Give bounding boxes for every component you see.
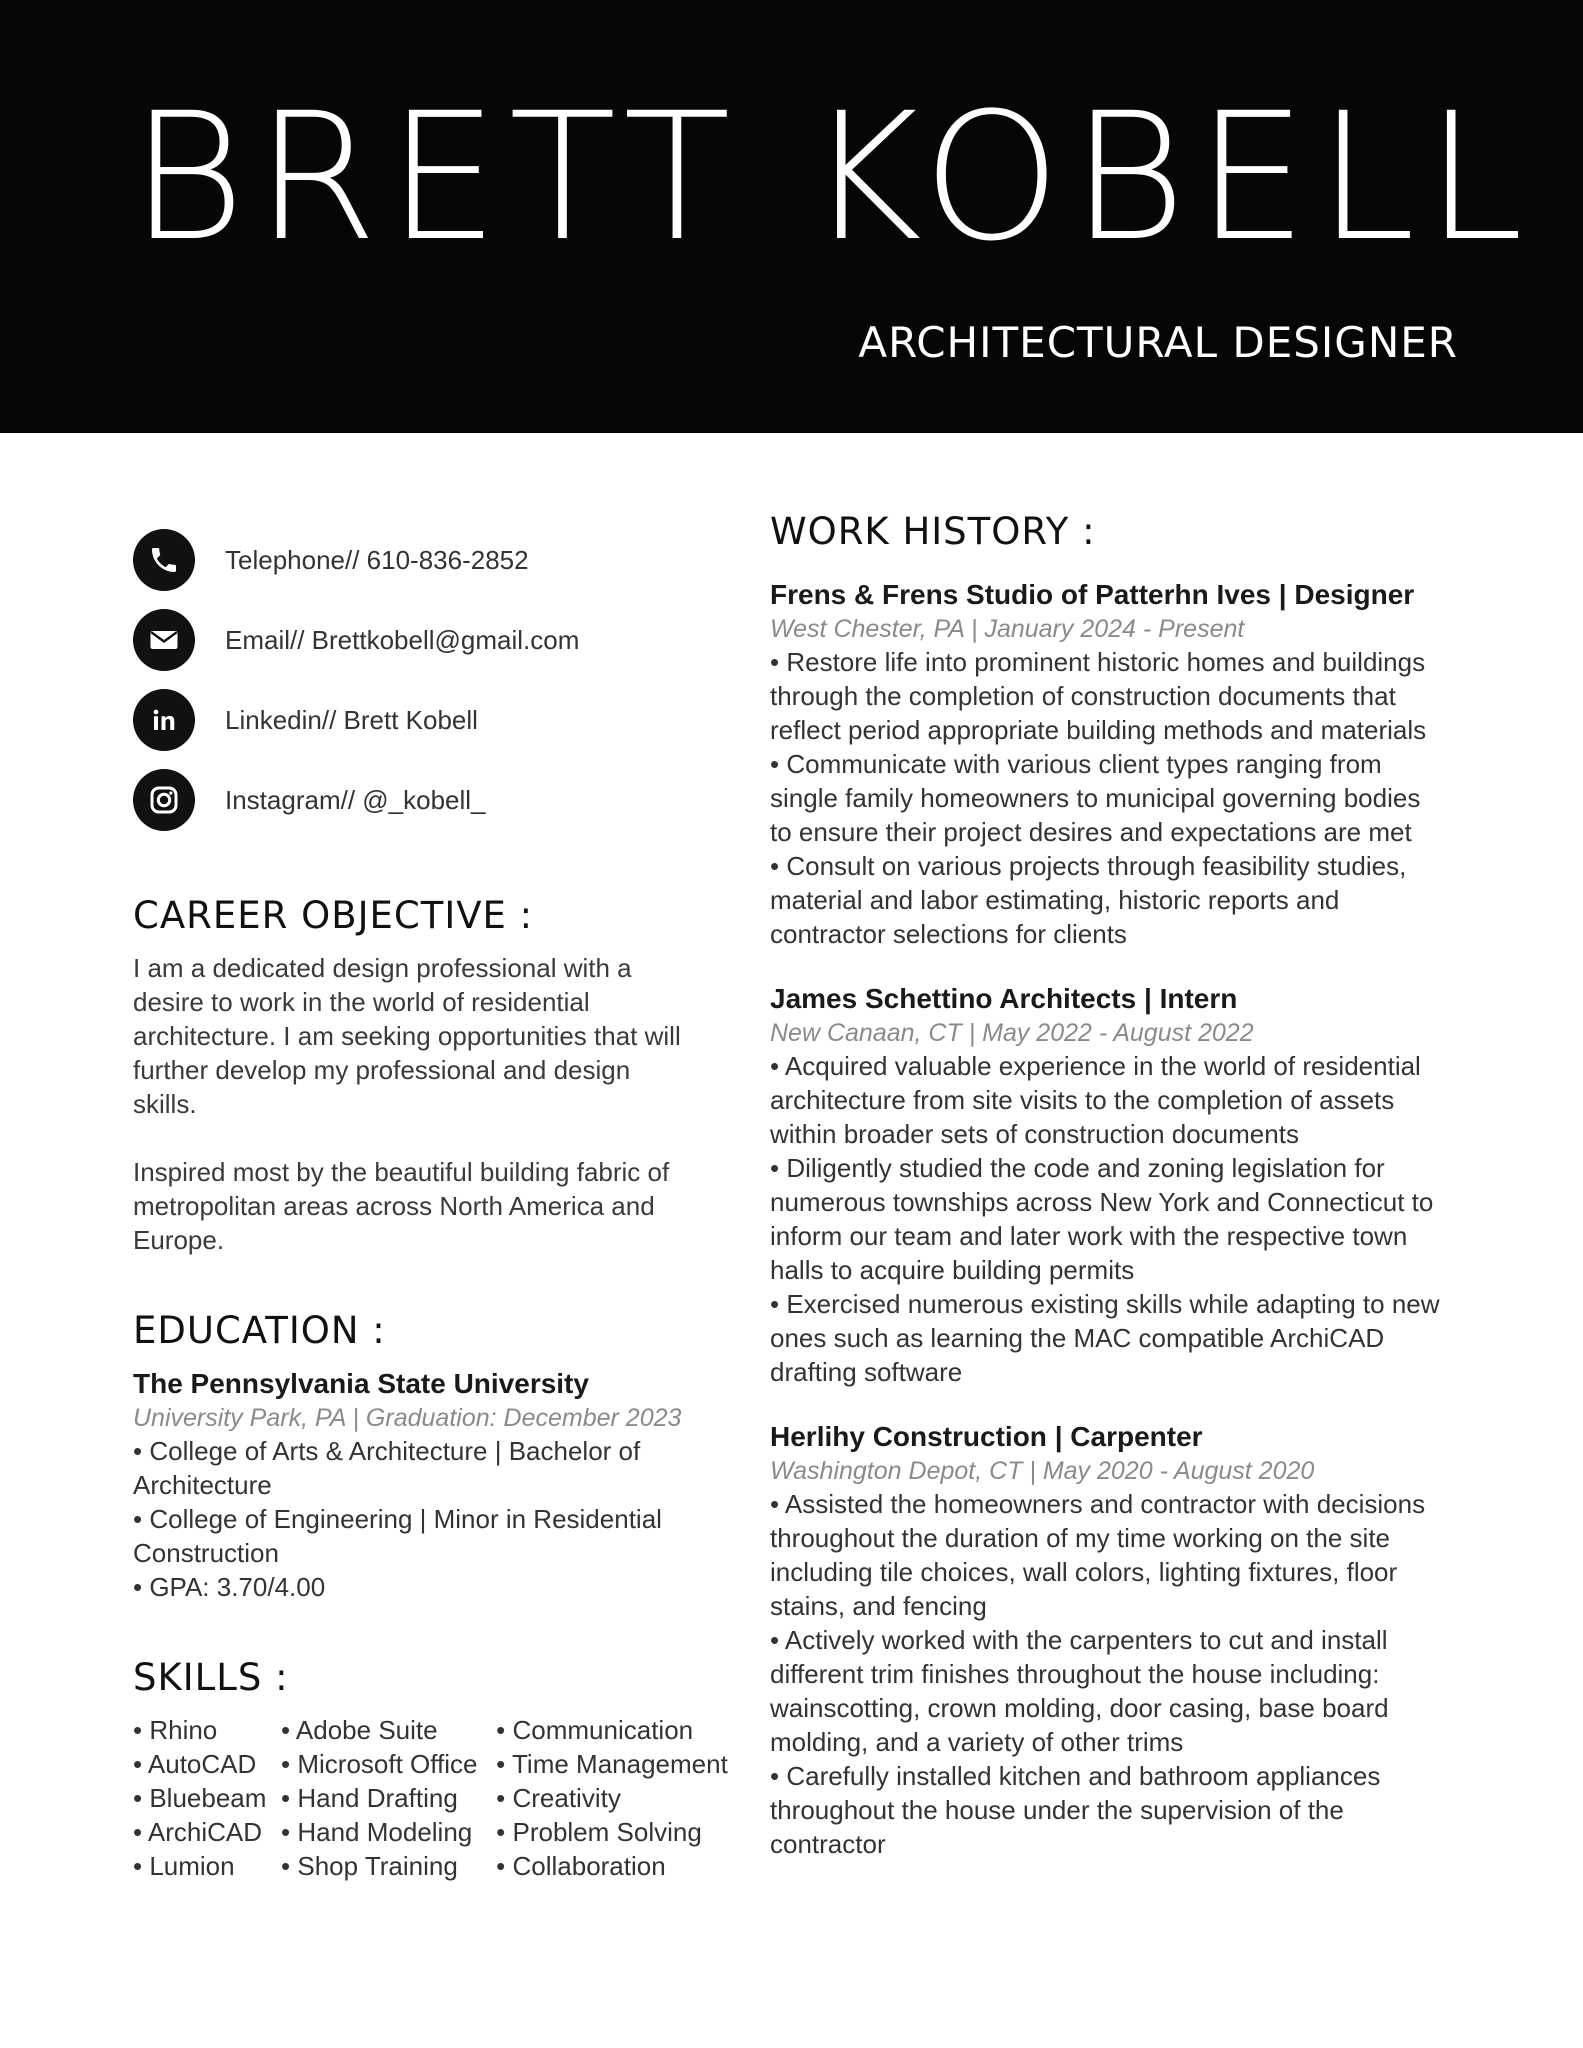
skill-item: • Lumion (133, 1851, 235, 1881)
skills-column (281, 1713, 496, 1883)
job-title: Herlihy Construction | Carpenter (770, 1421, 1203, 1452)
career-objective-title: CAREER OBJECTIVE : (133, 894, 534, 937)
phone-icon (133, 529, 195, 591)
education-bullet: • College of Engineering | Minor in Residential Construction (133, 1504, 662, 1568)
job-meta: West Chester, PA | January 2024 - Present (770, 615, 1245, 643)
contact-linkedin-text: Linkedin// Brett Kobell (225, 704, 478, 735)
school-meta: University Park, PA | Graduation: December 2023 (133, 1404, 682, 1432)
linkedin-icon (133, 689, 195, 751)
skill-item: • Creativity (496, 1783, 621, 1813)
objective-paragraph: I am a dedicated design professional with a desire to work in the world of residential architecture. I am seeking opportunities that will further develop my professional and design skills. (133, 953, 681, 1119)
education-title: EDUCATION : (133, 1309, 386, 1352)
skill-item: • Collaboration (496, 1851, 666, 1881)
skills-section (133, 1656, 733, 1883)
job-meta: New Canaan, CT | May 2022 - August 2022 (770, 1019, 1254, 1047)
skills-column (133, 1713, 281, 1883)
job-bullet: • Actively worked with the carpenters to cut and install different trim finishes throughout the house including: wainscotting, crown molding, door casing, base board molding, and a variety of other trims (770, 1625, 1389, 1757)
contact-phone-text: Telephone// 610-836-2852 (225, 544, 529, 575)
job-bullet: • Acquired valuable experience in the world of residential architecture from site visits to the completion of assets within broader sets of construction documents (770, 1051, 1421, 1149)
email-icon (133, 609, 195, 671)
contact-list (133, 520, 733, 840)
header-banner (0, 0, 1583, 433)
job-bullet: • Communicate with various client types ranging from single family homeowners to municipal governing bodies to ensure their project desires and expectations are met (770, 749, 1421, 847)
education-bullet: • GPA: 3.70/4.00 (133, 1572, 326, 1602)
contact-linkedin[interactable] (133, 680, 733, 760)
job-bullet: • Restore life into prominent historic homes and buildings through the completion of construction documents that reflect period appropriate building methods and materials (770, 647, 1427, 745)
skills-grid (133, 1713, 733, 1883)
work-history-title: WORK HISTORY : (770, 510, 1096, 553)
job-role: ARCHITECTURAL DESIGNER (858, 318, 1458, 367)
contact-phone[interactable] (133, 520, 733, 600)
skill-item: • Hand Drafting (281, 1783, 458, 1813)
job-entry (770, 1419, 1470, 1861)
job-title: Frens & Frens Studio of Patterhn Ives | Designer (770, 579, 1415, 610)
person-name: BRETT KOBELL (130, 75, 1534, 280)
education-section (133, 1309, 733, 1604)
contact-instagram[interactable] (133, 760, 733, 840)
skill-item: • Hand Modeling (281, 1817, 473, 1847)
school-name: The Pennsylvania State University (133, 1368, 589, 1399)
right-column (770, 510, 1470, 1861)
contact-email[interactable] (133, 600, 733, 680)
skill-item: • Time Management (496, 1749, 728, 1779)
skill-item: • Shop Training (281, 1851, 458, 1881)
job-bullet: • Assisted the homeowners and contractor with decisions throughout the duration of my time working on the site including tile choices, wall colors, lighting fixtures, floor stains, and fencing (770, 1489, 1426, 1621)
career-objective-section (133, 894, 733, 1257)
skill-item: • Adobe Suite (281, 1715, 438, 1745)
job-bullet: • Exercised numerous existing skills while adapting to new ones such as learning the MAC compatible ArchiCAD drafting software (770, 1289, 1440, 1387)
skills-column (496, 1713, 733, 1883)
job-bullet: • Carefully installed kitchen and bathroom appliances throughout the house under the supervision of the contractor (770, 1761, 1381, 1859)
job-meta: Washington Depot, CT | May 2020 - August 2020 (770, 1457, 1315, 1485)
job-bullet: • Diligently studied the code and zoning legislation for numerous townships across New York and Connecticut to inform our team and later work with the respective town halls to acquire building permits (770, 1153, 1434, 1285)
job-title: James Schettino Architects | Intern (770, 983, 1238, 1014)
contact-instagram-text: Instagram// @_kobell_ (225, 784, 486, 815)
skill-item: • Communication (496, 1715, 694, 1745)
education-bullet: • College of Arts & Architecture | Bachelor of Architecture (133, 1436, 641, 1500)
instagram-icon (133, 769, 195, 831)
skills-title: SKILLS : (133, 1656, 289, 1699)
contact-email-text: Email// Brettkobell@gmail.com (225, 624, 580, 655)
skill-item: • ArchiCAD (133, 1817, 263, 1847)
skill-item: • Problem Solving (496, 1817, 702, 1847)
job-bullet: • Consult on various projects through feasibility studies, material and labor estimating, historic reports and contractor selections for clients (770, 851, 1407, 949)
job-entry (770, 577, 1470, 951)
skill-item: • Microsoft Office (281, 1749, 478, 1779)
left-column (133, 520, 733, 1883)
skill-item: • Rhino (133, 1715, 218, 1745)
job-entry (770, 981, 1470, 1389)
objective-paragraph: Inspired most by the beautiful building fabric of metropolitan areas across North America and Europe. (133, 1157, 670, 1255)
skill-item: • AutoCAD (133, 1749, 257, 1779)
skill-item: • Bluebeam (133, 1783, 267, 1813)
